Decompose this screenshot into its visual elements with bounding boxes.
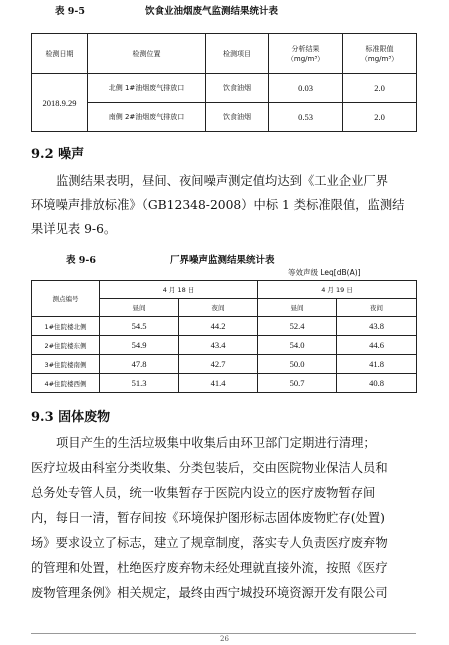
point-cell: 3#住院楼南侧 [32,355,100,374]
section-9-3-line-6: 的管理和处置，杜绝医疗废弃物未经处理就直接外流，按照《医疗 [31,561,388,575]
header-item: 检测项目 [206,34,269,74]
table-row [32,317,417,336]
point-cell: 4#住院楼西侧 [32,374,100,393]
section-9-3-line-7: 废物管理条例》相关规定，最终由西宁城投环境资源开发有限公司 [31,586,388,600]
section-9-2-line-3: 果详见表 9-6。 [31,222,117,236]
value-cell: 50.7 [258,374,337,393]
value-cell: 54.9 [100,336,179,355]
value-cell: 41.8 [337,355,417,374]
value-cell: 44.6 [337,336,417,355]
result-cell: 0.53 [269,103,343,132]
value-cell: 54.0 [258,336,337,355]
value-cell: 42.7 [179,355,258,374]
value-cell: 40.8 [337,374,417,393]
header-limit [343,34,417,74]
table-row [32,74,417,103]
table-9-5-title: 饮食业油烟废气监测结果统计表 [145,6,279,17]
section-9-3-line-4: 内，每日一清，暂存间按《环境保护图形标志固体废物贮存(处置) [31,511,385,525]
header-date-1: 4 月 18 日 [100,281,258,299]
item-cell: 饮食油烟 [206,103,269,132]
table-9-5 [31,33,417,132]
header-point: 测点编号 [32,281,100,317]
position-cell: 北侧 1#油烟废气排放口 [88,74,206,103]
value-cell: 52.4 [258,317,337,336]
value-cell: 47.8 [100,355,179,374]
table-9-6-unit: 等效声级 Leq[dB(A)] [288,268,361,277]
item-cell: 饮食油烟 [206,74,269,103]
table-row [32,355,417,374]
value-cell: 54.5 [100,317,179,336]
value-cell: 50.0 [258,355,337,374]
section-9-2-heading: 9.2 噪声 [31,147,85,162]
date-cell: 2018.9.29 [32,74,88,132]
table-row [32,103,417,132]
point-cell: 2#住院楼东侧 [32,336,100,355]
header-position: 检测位置 [88,34,206,74]
value-cell: 41.4 [179,374,258,393]
section-9-3-line-3: 总务处专管人员，统一收集暂存于医院内设立的医疗废物暂存间 [31,486,376,500]
section-9-3-line-5: 场》要求设立了标志，建立了规章制度，落实专人负责医疗废弃物 [31,536,388,550]
table-9-6-number: 表 9-6 [66,255,96,266]
section-9-3-line-2: 医疗垃圾由科室分类收集、分类包装后，交由医院物业保洁人员和 [31,461,388,475]
point-cell: 1#住院楼北侧 [32,317,100,336]
header-night-1: 夜间 [179,299,258,317]
table-9-5-number: 表 9-5 [55,6,85,17]
header-limit-label: 标准限值 [365,44,394,53]
value-cell: 44.2 [179,317,258,336]
section-9-2-line-2: 环境噪声排放标准》（GB12348-2008）中标 1 类标准限值，监测结 [31,198,405,212]
table-row [32,336,417,355]
header-date-2: 4 月 19 日 [258,281,417,299]
section-9-3-line-1: 项目产生的生活垃圾集中收集后由环卫部门定期进行清理； [56,436,376,450]
table-9-6 [31,280,417,393]
header-limit-unit: （mg/m³） [360,54,399,63]
header-result [269,34,343,74]
section-9-3-heading: 9.3 固体废物 [31,410,111,425]
table-9-6-title: 厂界噪声监测结果统计表 [170,255,275,266]
header-night-2: 夜间 [337,299,417,317]
page-number: 26 [220,635,229,643]
value-cell: 43.4 [179,336,258,355]
header-result-label: 分析结果 [291,44,320,53]
header-day-1: 昼间 [100,299,179,317]
section-9-2-line-1: 监测结果表明，昼间、夜间噪声测定值均达到《工业企业厂界 [56,174,389,188]
limit-cell: 2.0 [343,103,417,132]
value-cell: 51.3 [100,374,179,393]
header-date: 检测日期 [32,34,88,74]
footer-divider [31,633,416,634]
table-row [32,374,417,393]
value-cell: 43.8 [337,317,417,336]
limit-cell: 2.0 [343,74,417,103]
header-result-unit: （mg/m³） [286,54,325,63]
position-cell: 南侧 2#油烟废气排放口 [88,103,206,132]
header-day-2: 昼间 [258,299,337,317]
result-cell: 0.03 [269,74,343,103]
